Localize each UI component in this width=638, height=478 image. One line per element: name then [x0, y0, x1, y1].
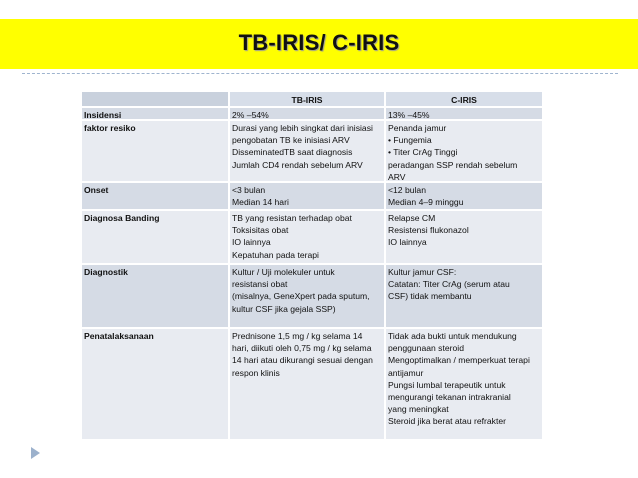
cell-line: Prednisone 1,5 mg / kg selama 14 — [232, 331, 363, 341]
cell-line: Jumlah CD4 rendah sebelum ARV — [232, 159, 363, 170]
header-cell-c-iris: C-IRIS — [386, 92, 542, 108]
header-cell-label — [82, 92, 230, 108]
row-label: Diagnosa Banding — [82, 211, 230, 265]
cell-c-iris — [386, 329, 542, 441]
cell-line: CSF) tidak membantu — [388, 291, 472, 302]
cell-line: 2% –54% — [232, 110, 269, 120]
cell-line: Kepatuhan pada terapi — [232, 249, 319, 260]
table-row — [82, 265, 542, 329]
cell-line: <3 bulan — [232, 185, 266, 195]
cell-tb-iris — [230, 108, 386, 121]
cell-line: DisseminatedTB saat diagnosis — [232, 147, 353, 158]
cell-line: Median 14 hari — [232, 197, 289, 208]
slide-title: TB-IRIS/ C-IRIS — [238, 30, 400, 55]
cell-line: peradangan SSP rendah sebelum — [388, 159, 518, 170]
table-header-row — [82, 92, 542, 108]
cell-line: Median 4–9 minggu — [388, 197, 464, 208]
cell-line: ARV — [388, 171, 406, 182]
cell-line: Relapse CM — [388, 213, 436, 223]
cell-c-iris — [386, 121, 542, 183]
cell-line: • Fungemia — [388, 135, 432, 146]
cell-line: hari, diikuti oleh 0,75 mg / kg selama — [232, 343, 372, 354]
cell-tb-iris — [230, 211, 386, 265]
row-label: Penatalaksanaan — [82, 329, 230, 441]
row-label: faktor resiko — [82, 121, 230, 183]
cell-line: Durasi yang lebih singkat dari inisiasi — [232, 123, 373, 133]
table-body — [82, 108, 542, 441]
header-cell-tb-iris: TB-IRIS — [230, 92, 386, 108]
table-row — [82, 211, 542, 265]
cell-line: Kultur / Uji molekuler untuk — [232, 267, 335, 277]
cell-c-iris — [386, 211, 542, 265]
cell-line: pengobatan TB ke inisiasi ARV — [232, 135, 350, 146]
cell-tb-iris — [230, 329, 386, 441]
cell-tb-iris — [230, 121, 386, 183]
cell-line: TB yang resistan terhadap obat — [232, 213, 352, 223]
cell-line: Tidak ada bukti untuk mendukung — [388, 331, 517, 341]
cell-line: <12 bulan — [388, 185, 426, 195]
cell-line: respon klinis — [232, 367, 280, 378]
cell-line: Steroid jika berat atau refrakter — [388, 416, 506, 427]
cell-line: mengurangi tekanan intrakranial — [388, 392, 511, 403]
cell-line: penggunaan steroid — [388, 343, 464, 354]
cell-line: Mengoptimalkan / memperkuat terapi — [388, 355, 530, 366]
cell-line: resistansi obat — [232, 279, 288, 290]
cell-line: Catatan: Titer CrAg (serum atau — [388, 279, 510, 290]
cell-c-iris — [386, 265, 542, 329]
cell-line: Toksisitas obat — [232, 225, 289, 236]
cell-c-iris — [386, 183, 542, 211]
triangle-bullet-icon — [31, 447, 40, 459]
cell-line: (misalnya, GeneXpert pada sputum, — [232, 291, 370, 302]
comparison-table — [82, 92, 542, 441]
cell-line: IO lainnya — [388, 237, 427, 248]
cell-c-iris — [386, 108, 542, 121]
cell-line: Kultur jamur CSF: — [388, 267, 457, 277]
cell-tb-iris — [230, 265, 386, 329]
table-row — [82, 108, 542, 121]
cell-line: 14 hari atau dikurangi sesuai dengan — [232, 355, 373, 366]
cell-line: antijamur — [388, 367, 424, 378]
row-label: Onset — [82, 183, 230, 211]
cell-line: Pungsi lumbal terapeutik untuk — [388, 379, 506, 390]
row-label: Diagnostik — [82, 265, 230, 329]
table-row — [82, 121, 542, 183]
title-divider — [22, 73, 618, 74]
cell-line: IO lainnya — [232, 237, 271, 248]
cell-line: Penanda jamur — [388, 123, 447, 133]
table-row — [82, 183, 542, 211]
cell-line: • Titer CrAg Tinggi — [388, 147, 458, 158]
cell-line: kultur CSF jika gejala SSP) — [232, 303, 336, 314]
row-label: Insidensi — [82, 108, 230, 121]
cell-line: yang meningkat — [388, 404, 449, 415]
cell-line: Resistensi flukonazol — [388, 225, 469, 236]
table-row — [82, 329, 542, 441]
cell-tb-iris — [230, 183, 386, 211]
cell-line: 13% –45% — [388, 110, 430, 120]
